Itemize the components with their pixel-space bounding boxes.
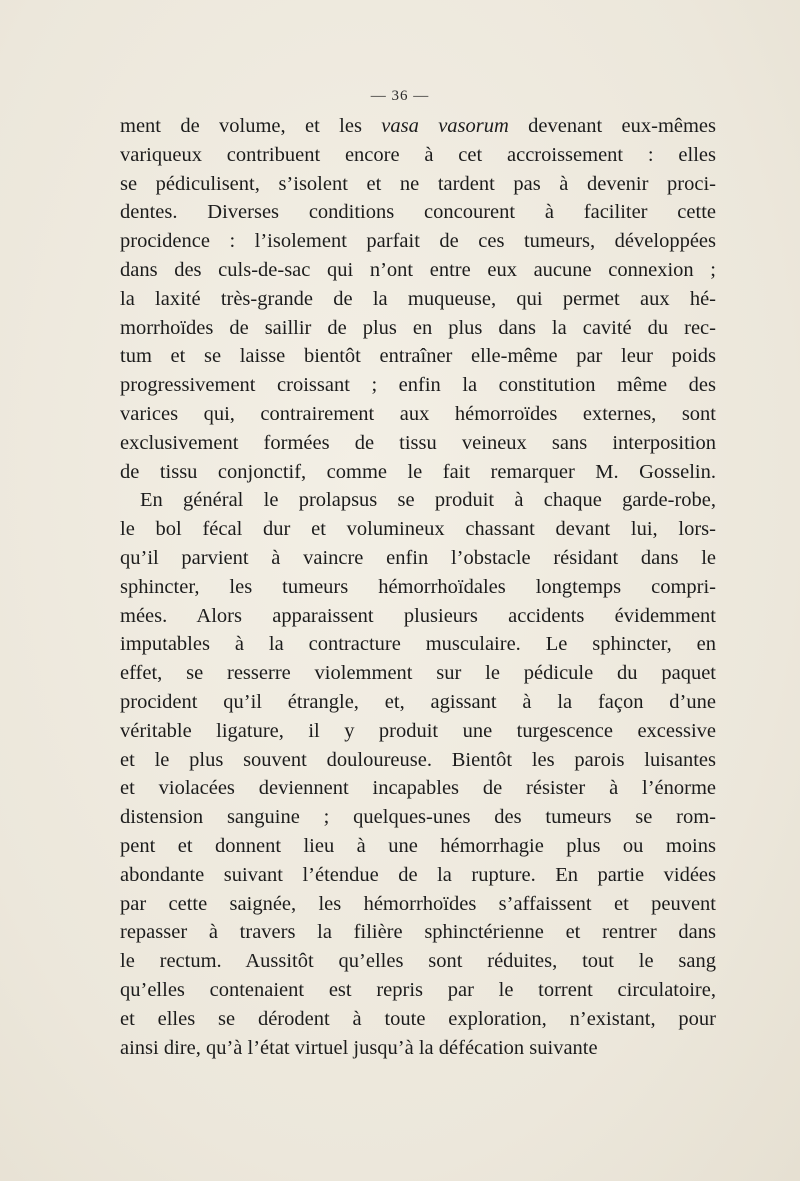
text-line-33: ainsi dire, qu’à l’état virtuel jusqu’à la défécation suivante	[120, 1036, 598, 1059]
text-line-19: imputables à la contracture musculaire. Le sphincter, en	[120, 633, 716, 656]
latin-term-vasa-vasorum: vasa vasorum	[381, 115, 509, 137]
text-line-26: pent et donnent lieu à une hémorrhagie plus ou moins	[120, 834, 716, 857]
text-line-15: le bol fécal dur et volumineux chassant devant lui, lors-	[120, 518, 716, 541]
text-line-27: abondante suivant l’étendue de la rupture. En partie vidées	[120, 863, 716, 886]
text-line-9: tum et se laisse bientôt entraîner elle-même par leur poids	[120, 345, 716, 368]
text-line-12: exclusivement formées de tissu veineux sans interposition	[120, 431, 716, 454]
text-line-13: de tissu conjonctif, comme le fait remarquer M. Gosselin.	[120, 460, 716, 483]
text-line-29: repasser à travers la filière sphinctérienne et rentrer dans	[120, 921, 716, 944]
text-line-18: mées. Alors apparaissent plusieurs accidents évidemment	[120, 604, 716, 627]
text-line-3: se pédiculisent, s’isolent et ne tardent pas à devenir proci-	[120, 172, 716, 195]
text-line-16: qu’il parvient à vaincre enfin l’obstacle résidant dans le	[120, 546, 716, 569]
text-line-17: sphincter, les tumeurs hémorrhoïdales longtemps compri-	[120, 575, 716, 598]
text-line-4: dentes. Diverses conditions concourent à faciliter cette	[120, 201, 716, 224]
page-number: — 36 —	[370, 88, 430, 104]
text-line-11: varices qui, contrairement aux hémorroïdes externes, sont	[120, 402, 716, 425]
text-line-25: distension sanguine ; quelques-unes des tumeurs se rom-	[120, 806, 716, 829]
text-line-31: qu’elles contenaient est repris par le torrent circulatoire,	[120, 978, 716, 1001]
text-line-6: dans des culs-de-sac qui n’ont entre eux aucune connexion ;	[120, 258, 716, 281]
text-line-10: progressivement croissant ; enfin la constitution même des	[120, 374, 716, 397]
text-line-1: ment de volume, et les vasa vasorum devenant eux-mêmes	[120, 115, 717, 137]
text-line-28: par cette saignée, les hémorrhoïdes s’affaissent et peuvent	[120, 892, 716, 915]
text-line-20: effet, se resserre violemment sur le pédicule du paquet	[120, 662, 716, 685]
body-text	[120, 112, 716, 1062]
text-line-2: variqueux contribuent encore à cet accroissement : elles	[120, 143, 716, 166]
text-line-14: En général le prolapsus se produit à chaque garde-robe,	[140, 489, 716, 512]
text-line-5: procidence : l’isolement parfait de ces tumeurs, développées	[120, 230, 716, 253]
text-line-24: et violacées deviennent incapables de résister à l’énorme	[120, 777, 716, 800]
text-line-22: véritable ligature, il y produit une turgescence excessive	[120, 719, 716, 742]
text-line-7: la laxité très-grande de la muqueuse, qui permet aux hé-	[120, 287, 716, 310]
text-line-8: morrhoïdes de saillir de plus en plus dans la cavité du rec-	[120, 316, 716, 339]
text-line-32: et elles se dérodent à toute exploration, n’existant, pour	[120, 1007, 716, 1030]
text-line-21: procident qu’il étrangle, et, agissant à la façon d’une	[120, 690, 716, 713]
text-line-30: le rectum. Aussitôt qu’elles sont réduites, tout le sang	[120, 950, 716, 973]
text-line-23: et le plus souvent douloureuse. Bientôt les parois luisantes	[120, 748, 716, 771]
